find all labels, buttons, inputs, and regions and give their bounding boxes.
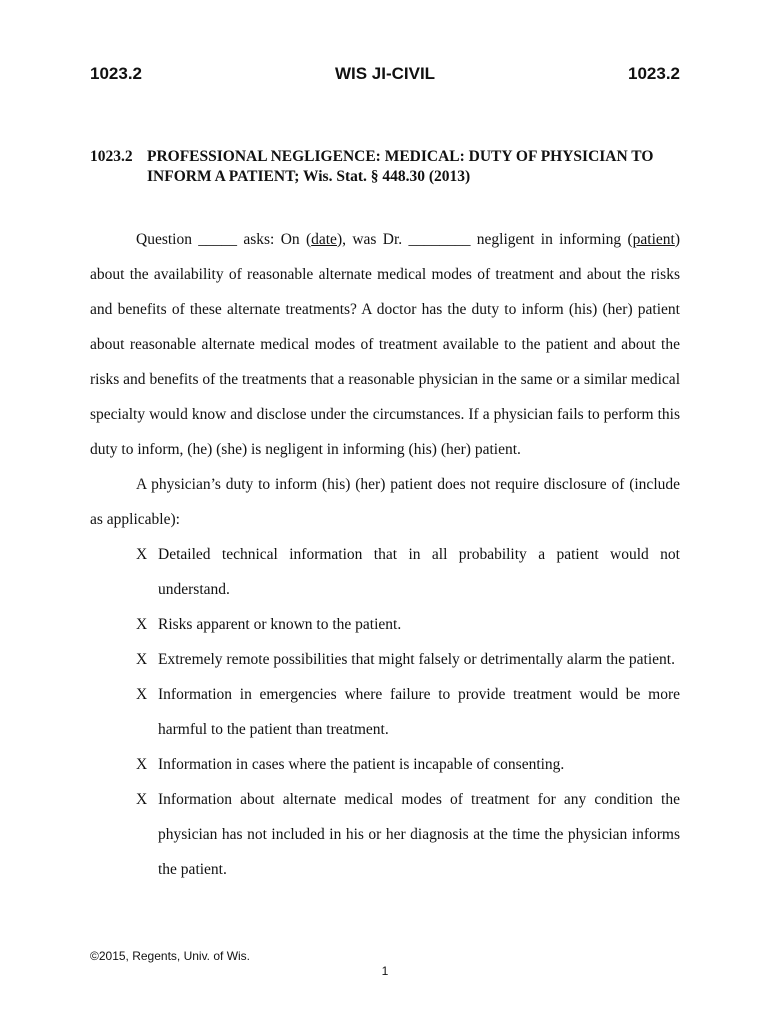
list-item <box>90 782 680 887</box>
document-body <box>90 222 680 887</box>
exceptions-list <box>90 537 680 887</box>
title-number: 1023.2 <box>90 148 133 165</box>
header-left-number: 1023.2 <box>90 64 142 83</box>
instruction-title <box>90 147 690 187</box>
patient-placeholder: patient <box>632 231 675 248</box>
para1-part-b: ), was Dr. ________ negligent in informing ( <box>336 231 633 248</box>
list-marker: X <box>136 651 148 668</box>
header-center-title: WIS JI-CIVIL <box>334 64 436 83</box>
list-item <box>90 677 680 747</box>
list-item-text: Risks apparent or known to the patient. <box>158 616 402 633</box>
list-item-text: Extremely remote possibilities that might falsely or detrimentally alarm the patient. <box>158 651 675 668</box>
list-item-text: Information in emergencies where failure to provide treatment would be more harmful to the patient than treatment. <box>158 686 680 738</box>
list-item <box>90 537 680 607</box>
running-header <box>90 64 680 88</box>
list-item <box>90 747 680 782</box>
page-number: 1 <box>381 964 389 978</box>
list-marker: X <box>136 546 148 563</box>
date-placeholder: date <box>311 231 337 248</box>
list-marker: X <box>136 756 148 773</box>
para1-part-c: ) about the availability of reasonable alternate medical modes of treatment and about the risks and benefits of these alternate treatments? A doctor has the duty to inform (his) (her) patient about reasonable alternate medical modes of treatment available to the patient and about the risks and benefits of the treatments that a reasonable physician in the same or a similar medical specialty would know and disclose under the circumstances. If a physician fails to perform this duty to inform, (he) (she) is negligent in informing (his) (her) patient. <box>90 231 680 458</box>
list-item <box>90 642 680 677</box>
para1-part-a: Question _____ asks: On ( <box>136 231 312 248</box>
title-line-1: PROFESSIONAL NEGLIGENCE: MEDICAL: DUTY OF PHYSICIAN TO <box>147 148 654 165</box>
list-item-text: Information in cases where the patient is incapable of consenting. <box>158 756 565 773</box>
list-item-text: Detailed technical information that in all probability a patient would not understand. <box>158 546 680 598</box>
list-marker: X <box>136 616 148 633</box>
title-line-2: INFORM A PATIENT; Wis. Stat. § 448.30 (2013) <box>147 168 471 185</box>
list-marker: X <box>136 791 148 808</box>
paragraph-disclosure: A physician’s duty to inform (his) (her) patient does not require disclosure of (include as applicable): <box>90 476 680 528</box>
copyright-footer: ©2015, Regents, Univ. of Wis. <box>90 949 251 963</box>
list-item-text: Information about alternate medical modes of treatment for any condition the physician has not included in his or her diagnosis at the time the physician informs the patient. <box>158 791 680 878</box>
list-marker: X <box>136 686 148 703</box>
paragraph-question <box>90 222 680 467</box>
list-item <box>90 607 680 642</box>
header-right-number: 1023.2 <box>628 64 680 83</box>
